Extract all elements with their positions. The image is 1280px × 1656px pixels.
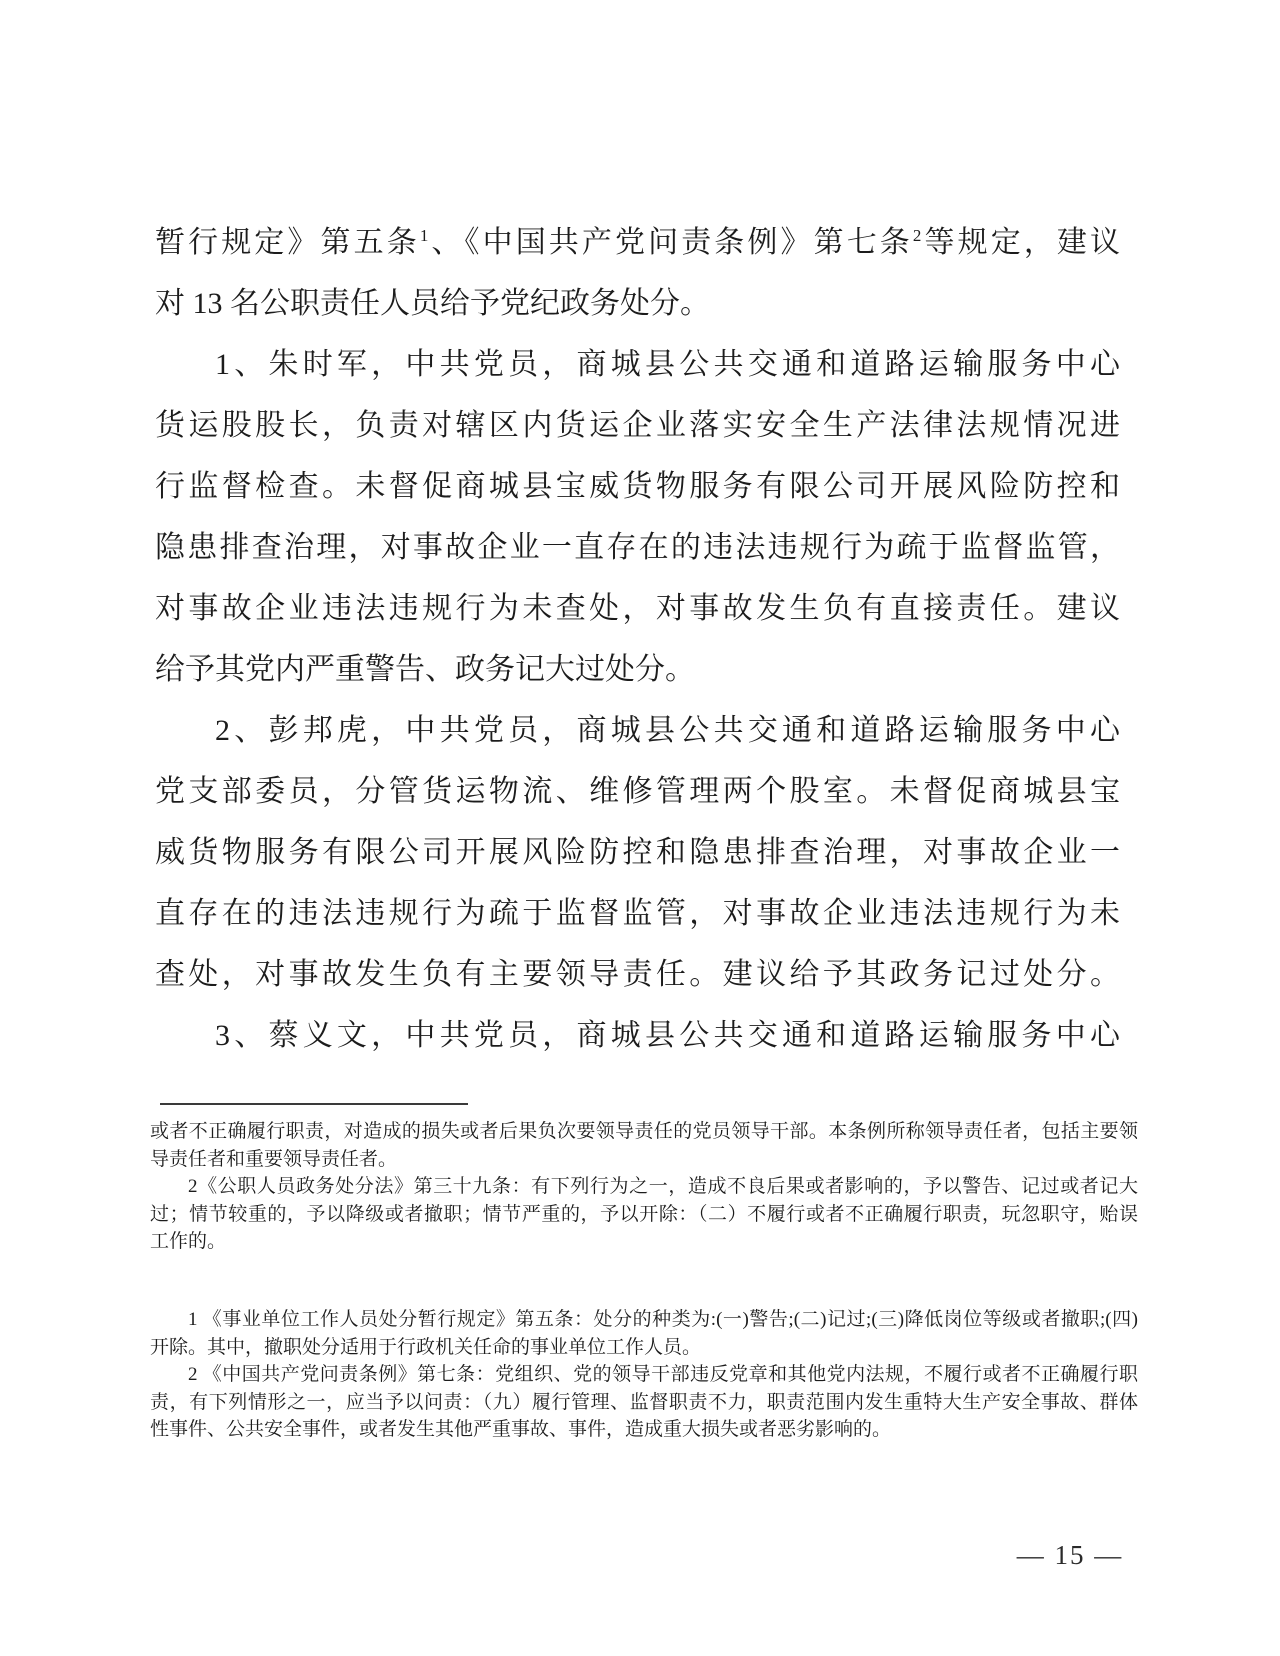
footnote-block-continuation	[150, 1118, 1138, 1256]
footnote-line: 导责任者和重要领导责任者。	[150, 1148, 398, 1170]
footnote-ref-2: 2	[912, 226, 922, 245]
body-line: 货运股股长，负责对辖区内货运企业落实安全生产法律法规情况进	[155, 409, 1120, 442]
body-line: 对 13 名公职责任人员给予党纪政务处分。	[155, 287, 710, 320]
body-line: 1、朱时军，中共党员，商城县公共交通和道路运输服务中心	[215, 348, 1120, 381]
body-line: 威货物服务有限公司开展风险防控和隐患排查治理，对事故企业一	[155, 836, 1120, 869]
footnote-line: 1 《事业单位工作人员处分暂行规定》第五条：处分的种类为:(一)警告;(二)记过;(三)降低岗位等级或者撤职;(四)	[188, 1309, 1138, 1330]
body-text	[155, 212, 1120, 1066]
body-line: 行监督检查。未督促商城县宝威货物服务有限公司开展风险防控和	[155, 470, 1120, 503]
body-line: 给予其党内严重警告、政务记大过处分。	[155, 653, 695, 686]
footnote-line: 2《公职人员政务处分法》第三十九条：有下列行为之一，造成不良后果或者影响的，予以警告、记过或者记大	[188, 1176, 1138, 1197]
body-line: 直存在的违法违规行为疏于监督监管，对事故企业违法违规行为未	[155, 897, 1120, 930]
footnote-line: 或者不正确履行职责，对造成的损失或者后果负次要领导责任的党员领导干部。本条例所称领导责任者，包括主要领	[150, 1121, 1138, 1142]
footnote-ref-1: 1	[419, 226, 429, 245]
body-line-segment: 等规定，建议	[921, 226, 1120, 259]
body-line-with-footnote-refs	[155, 212, 1120, 273]
body-line: 对事故企业违法违规行为未查处，对事故发生负有直接责任。建议	[155, 592, 1120, 625]
body-line: 3、蔡义文，中共党员，商城县公共交通和道路运输服务中心	[215, 1019, 1120, 1052]
footnote-separator	[160, 1103, 468, 1105]
footnote-block-current	[150, 1306, 1138, 1444]
body-line-segment: 暂行规定》第五条	[155, 226, 420, 259]
footnote-line: 开除。其中，撤职处分适用于行政机关任命的事业单位工作人员。	[150, 1336, 702, 1358]
footnote-line: 2 《中国共产党问责条例》第七条：党组织、党的领导干部违反党章和其他党内法规，不履行或者不正确履行职	[188, 1364, 1138, 1385]
body-line-segment: 、《中国共产党问责条例》第七条	[428, 226, 913, 259]
footnote-line: 工作的。	[150, 1231, 227, 1252]
body-line: 党支部委员，分管货运物流、维修管理两个股室。未督促商城县宝	[155, 775, 1120, 808]
body-line: 2、彭邦虎，中共党员，商城县公共交通和道路运输服务中心	[215, 714, 1120, 747]
page-number: — 15 —	[1016, 1540, 1124, 1570]
footnote-line: 过；情节较重的，予以降级或者撤职；情节严重的，予以开除：（二）不履行或者不正确履行职责，玩忽职守，贻误	[150, 1203, 1138, 1225]
footnote-line: 责，有下列情形之一，应当予以问责：（九）履行管理、监督职责不力，职责范围内发生重特大生产安全事故、群体	[150, 1391, 1138, 1413]
footnote-line: 性事件、公共安全事件，或者发生其他严重事故、事件，造成重大损失或者恶劣影响的。	[150, 1419, 892, 1440]
body-line: 查处，对事故发生负有主要领导责任。建议给予其政务记过处分。	[155, 958, 1120, 991]
body-line: 隐患排查治理，对事故企业一直存在的违法违规行为疏于监督监管，	[155, 531, 1120, 564]
